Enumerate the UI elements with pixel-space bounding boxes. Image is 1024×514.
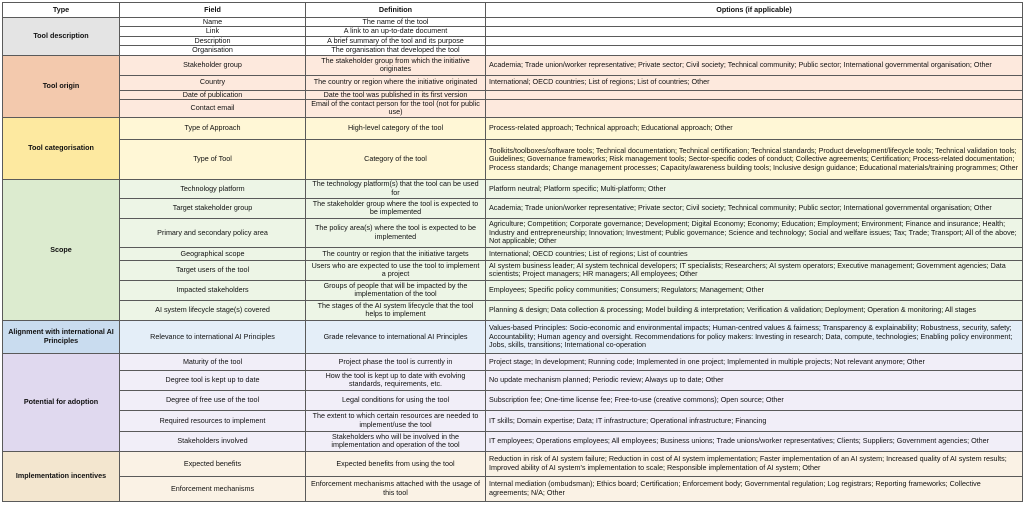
definition-cell: A link to an up-to-date document [306, 27, 486, 36]
field-cell: Contact email [120, 100, 306, 118]
field-cell: Link [120, 27, 306, 36]
definition-cell: Project phase the tool is currently in [306, 353, 486, 370]
table-row [3, 18, 1023, 27]
options-cell [486, 18, 1023, 27]
table-row [3, 36, 1023, 45]
table-row [3, 260, 1023, 280]
definition-cell: Groups of people that will be impacted by the implementation of the tool [306, 280, 486, 300]
table-row [3, 431, 1023, 451]
section-type-cell: Potential for adoption [3, 353, 120, 451]
section-type-cell: Implementation incentives [3, 451, 120, 501]
table-body [3, 18, 1023, 502]
options-cell: Academia; Trade union/worker representative; Private sector; Civil society; Technical community; Public sector; International governmental organisation; Other [486, 55, 1023, 75]
field-cell: Stakeholders involved [120, 431, 306, 451]
table-row [3, 476, 1023, 501]
table-row [3, 410, 1023, 431]
table-row [3, 353, 1023, 370]
table-row [3, 27, 1023, 36]
options-cell: Project stage; In development; Running code; Implemented in one project; Implemented in multiple projects; Not relevant anymore; Other [486, 353, 1023, 370]
field-cell: Date of publication [120, 90, 306, 99]
options-cell: AI system business leader; AI system technical developers; IT specialists; Researchers; AI system operators; Executive management; Government agencies; Data scientists; Project managers; HR managers; All employees; Other [486, 260, 1023, 280]
definition-cell: How the tool is kept up to date with evolving standards, requirements, etc. [306, 370, 486, 390]
definition-cell: The name of the tool [306, 18, 486, 27]
table-row [3, 90, 1023, 99]
definition-cell: Expected benefits from using the tool [306, 451, 486, 476]
options-cell: Reduction in risk of AI system failure; Reduction in cost of AI system implementation; Faster implementation of an AI system; Increased quality of AI system results; Improved ability of AI system's implementation to scale; Responsible implementation of AI system; Other [486, 451, 1023, 476]
table-row [3, 300, 1023, 320]
options-cell: IT employees; Operations employees; All employees; Business unions; Trade unions/worker representatives; Clients; Suppliers; Government agencies; Other [486, 431, 1023, 451]
field-cell: Description [120, 36, 306, 45]
table-row [3, 198, 1023, 218]
options-cell: Platform neutral; Platform specific; Multi-platform; Other [486, 179, 1023, 198]
section-type-cell: Tool origin [3, 55, 120, 117]
field-cell: Required resources to implement [120, 410, 306, 431]
header-type: Type [3, 3, 120, 18]
definition-cell: Grade relevance to international AI Principles [306, 320, 486, 353]
definition-cell: The technology platform(s) that the tool can be used for [306, 179, 486, 198]
definition-cell: A brief summary of the tool and its purpose [306, 36, 486, 45]
definition-cell: Stakeholders who will be involved in the implementation and operation of the tool [306, 431, 486, 451]
options-cell: International; OECD countries; List of regions; List of countries; Other [486, 75, 1023, 90]
header-options: Options (if applicable) [486, 3, 1023, 18]
table-row [3, 320, 1023, 353]
field-cell: Type of Approach [120, 117, 306, 139]
options-cell [486, 90, 1023, 99]
options-cell: Employees; Specific policy communities; Consumers; Regulators; Management; Other [486, 280, 1023, 300]
definition-cell: Legal conditions for using the tool [306, 390, 486, 410]
options-cell: Agriculture; Competition; Corporate governance; Development; Digital Economy; Economy; Education; Employment; Environment; Finance and insurance; Health; Industry and entrepreneurship; Innovation; Investment; Public governance; Science and technology; Social and welfare issues; Tax; Trade; Transport; All of the above; Not applicable; Other [486, 218, 1023, 247]
table-row [3, 46, 1023, 55]
definition-cell: Category of the tool [306, 139, 486, 179]
definition-cell: The organisation that developed the tool [306, 46, 486, 55]
definition-cell: The policy area(s) where the tool is expected to be implemented [306, 218, 486, 247]
section-type-cell: Tool categorisation [3, 117, 120, 179]
table-row [3, 370, 1023, 390]
definition-cell: The stakeholder group from which the initiative originates [306, 55, 486, 75]
options-cell: Process-related approach; Technical approach; Educational approach; Other [486, 117, 1023, 139]
options-cell [486, 36, 1023, 45]
definition-cell: The stakeholder group where the tool is expected to be implemented [306, 198, 486, 218]
field-cell: Primary and secondary policy area [120, 218, 306, 247]
header-field: Field [120, 3, 306, 18]
options-cell: International; OECD countries; List of regions; List of countries [486, 247, 1023, 260]
options-cell: Planning & design; Data collection & processing; Model building & interpretation; Verification & validation; Deployment; Operation & monitoring; All stages [486, 300, 1023, 320]
field-cell: AI system lifecycle stage(s) covered [120, 300, 306, 320]
table-row [3, 179, 1023, 198]
definition-cell: The country or region where the initiative originated [306, 75, 486, 90]
table-row [3, 451, 1023, 476]
table-row [3, 55, 1023, 75]
field-cell: Enforcement mechanisms [120, 476, 306, 501]
field-cell: Relevance to international AI Principles [120, 320, 306, 353]
field-cell: Geographical scope [120, 247, 306, 260]
table-row [3, 139, 1023, 179]
field-cell: Target users of the tool [120, 260, 306, 280]
definition-cell: Email of the contact person for the tool (not for public use) [306, 100, 486, 118]
table-row [3, 75, 1023, 90]
options-cell: No update mechanism planned; Periodic review; Always up to date; Other [486, 370, 1023, 390]
section-type-cell: Scope [3, 179, 120, 320]
table-row [3, 390, 1023, 410]
table-row [3, 100, 1023, 118]
definition-cell: The extent to which certain resources are needed to implement/use the tool [306, 410, 486, 431]
field-cell: Maturity of the tool [120, 353, 306, 370]
field-cell: Impacted stakeholders [120, 280, 306, 300]
options-cell [486, 27, 1023, 36]
field-cell: Country [120, 75, 306, 90]
definition-cell: High-level category of the tool [306, 117, 486, 139]
field-cell: Degree tool is kept up to date [120, 370, 306, 390]
section-type-cell: Tool description [3, 18, 120, 56]
options-cell: Values-based Principles: Socio-economic and environmental impacts; Human-centred values & fairness; Transparency & explainability; Robustness, security, safety; Accountability; Human agency and oversight. Recommendations for policy makers: Investing in research; Data, compute, technologies; Enabling policy environment; Jobs, skills, transitions; International co-operation [486, 320, 1023, 353]
field-cell: Expected benefits [120, 451, 306, 476]
field-cell: Type of Tool [120, 139, 306, 179]
options-cell: Academia; Trade union/worker representative; Private sector; Civil society; Technical community; Public sector; International governmental organisation; Other [486, 198, 1023, 218]
options-cell: Subscription fee; One-time license fee; Free-to-use (creative commons); Open source; Other [486, 390, 1023, 410]
options-cell: IT skills; Domain expertise; Data; IT infrastructure; Operational infrastructure; Financing [486, 410, 1023, 431]
definition-cell: Enforcement mechanisms attached with the usage of this tool [306, 476, 486, 501]
header-row [3, 3, 1023, 18]
options-cell [486, 46, 1023, 55]
table-row [3, 117, 1023, 139]
section-type-cell: Alignment with international AI Principles [3, 320, 120, 353]
field-cell: Target stakeholder group [120, 198, 306, 218]
definition-cell: The country or region that the initiative targets [306, 247, 486, 260]
table-row [3, 218, 1023, 247]
header-definition: Definition [306, 3, 486, 18]
options-cell: Internal mediation (ombudsman); Ethics board; Certification; Enforcement body; Governmental regulation; Log registrars; Reporting frameworks; Collective agreements; N/A; Other [486, 476, 1023, 501]
definition-cell: Date the tool was published in its first version [306, 90, 486, 99]
field-cell: Name [120, 18, 306, 27]
tool-classification-table [2, 2, 1023, 502]
options-cell: Toolkits/toolboxes/software tools; Technical documentation; Technical certification; Technical standards; Product development/lifecycle tools; Technical validation tools; Guidelines; Governance frameworks; Risk management tools; Sector-specific codes of conduct; Collective agreements; Certification; Process-related documentation; Process standards; Change management processes; Capacity/awareness building tools; Inclusive design guidance; Educational materials/training programmes; Other [486, 139, 1023, 179]
field-cell: Degree of free use of the tool [120, 390, 306, 410]
field-cell: Organisation [120, 46, 306, 55]
options-cell [486, 100, 1023, 118]
table-row [3, 247, 1023, 260]
table-row [3, 280, 1023, 300]
definition-cell: Users who are expected to use the tool to implement a project [306, 260, 486, 280]
definition-cell: The stages of the AI system lifecycle that the tool helps to implement [306, 300, 486, 320]
field-cell: Stakeholder group [120, 55, 306, 75]
field-cell: Technology platform [120, 179, 306, 198]
